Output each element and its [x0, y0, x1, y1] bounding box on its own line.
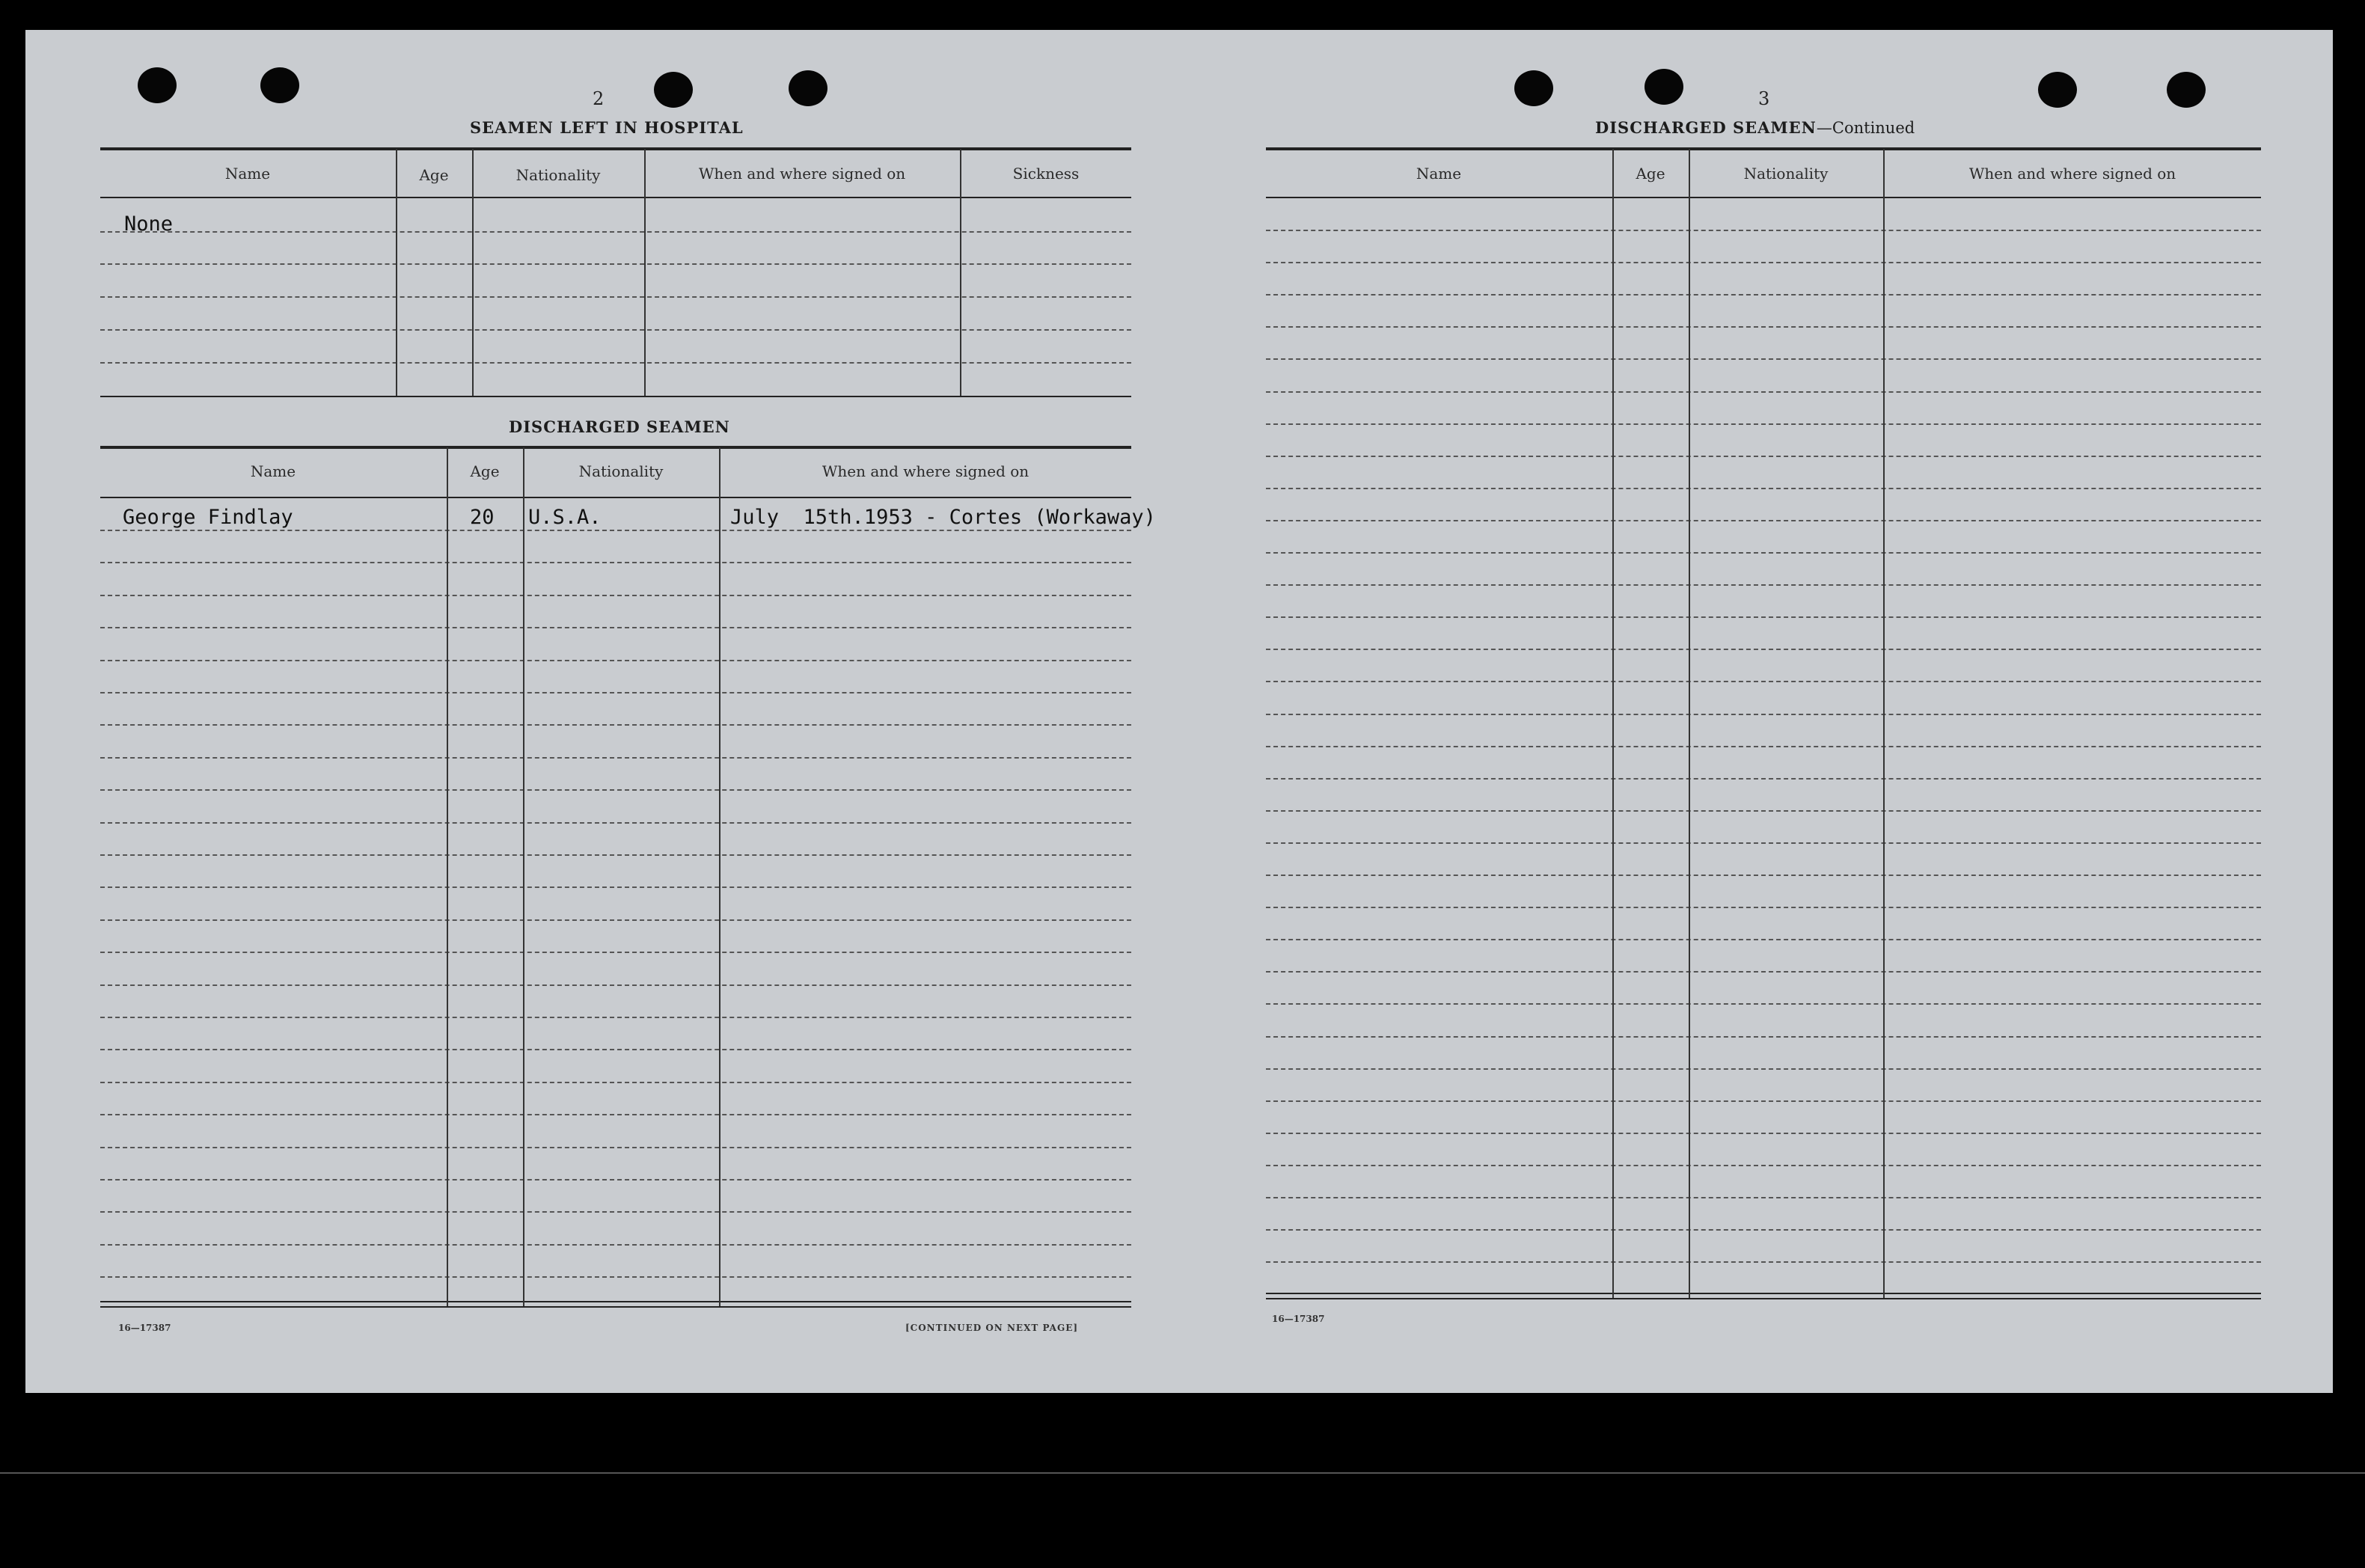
binder-hole [1514, 70, 1553, 106]
rule [100, 396, 1131, 397]
row-line [100, 296, 1131, 298]
row-line [1266, 778, 2261, 780]
row-line [100, 1049, 1131, 1050]
right-col-age: Age [1636, 165, 1665, 183]
row-line [1266, 1261, 2261, 1263]
binder-hole [654, 72, 693, 108]
hospital-col-age: Age [419, 166, 449, 184]
row-line [1266, 746, 2261, 747]
rule [100, 446, 1131, 449]
row-line [100, 329, 1131, 331]
discharged-col-signed-on: When and where signed on [822, 462, 1029, 480]
right-col-signed-on: When and where signed on [1968, 165, 2176, 183]
row-line [100, 952, 1131, 953]
binder-hole [1645, 69, 1683, 105]
column-divider [396, 149, 397, 396]
column-divider [523, 447, 524, 1306]
column-divider [447, 447, 448, 1306]
page-number-right: 3 [1758, 88, 1770, 109]
column-divider [1689, 149, 1690, 1298]
continued-note: [CONTINUED ON NEXT PAGE] [905, 1323, 1079, 1333]
row-line [1266, 552, 2261, 554]
rule [1266, 1298, 2261, 1299]
rule [100, 1306, 1131, 1308]
hospital-col-sickness: Sickness [1012, 165, 1080, 183]
row-line [100, 789, 1131, 791]
binder-hole [2038, 72, 2077, 108]
row-line [100, 263, 1131, 265]
rule [100, 197, 1131, 198]
row-line [1266, 1100, 2261, 1102]
column-divider [472, 149, 474, 396]
binder-hole [260, 67, 299, 103]
row-line [1266, 1003, 2261, 1005]
row-line [100, 1244, 1131, 1246]
row-line [100, 1179, 1131, 1180]
form-number-left: 16—17387 [118, 1323, 171, 1333]
row-line [100, 595, 1131, 596]
hospital-entry-name: None [124, 212, 174, 236]
row-line [1266, 230, 2261, 231]
row-line [1266, 488, 2261, 489]
discharged-entry-signed-on: July 15th.1953 - Cortes (Workaway) [730, 506, 1156, 529]
row-line [1266, 358, 2261, 360]
scanned-form [25, 30, 2333, 1393]
page-number-left: 2 [593, 88, 605, 109]
binder-hole [789, 70, 827, 106]
row-line [100, 562, 1131, 563]
row-line [100, 362, 1131, 364]
right-section-title-suffix: —Continued [1816, 119, 1915, 137]
right-section-title-main: DISCHARGED SEAMEN [1595, 118, 1817, 137]
discharged-col-nationality: Nationality [578, 462, 664, 480]
hospital-col-name: Name [224, 165, 271, 183]
discharged-section-title: DISCHARGED SEAMEN [509, 417, 730, 436]
right-col-nationality: Nationality [1743, 165, 1829, 183]
row-line [1266, 1197, 2261, 1198]
row-line [100, 1082, 1131, 1083]
column-divider [1883, 149, 1885, 1298]
row-line [1266, 584, 2261, 586]
hospital-col-nationality: Nationality [515, 166, 601, 184]
row-line [100, 984, 1131, 986]
row-line [100, 757, 1131, 759]
row-line [100, 530, 1131, 531]
row-line [1266, 456, 2261, 457]
row-line [100, 1017, 1131, 1018]
row-line [100, 231, 1131, 233]
hospital-col-signed-on: When and where signed on [698, 165, 906, 183]
row-line [100, 1114, 1131, 1115]
row-line [1266, 681, 2261, 682]
row-line [1266, 939, 2261, 940]
row-line [1266, 1165, 2261, 1166]
binder-hole [138, 67, 177, 103]
row-line [100, 822, 1131, 824]
row-line [1266, 1229, 2261, 1231]
rule [100, 1301, 1131, 1302]
row-line [100, 724, 1131, 726]
row-line [1266, 907, 2261, 908]
row-line [100, 1276, 1131, 1278]
row-line [100, 1211, 1131, 1213]
row-line [1266, 616, 2261, 618]
column-divider [719, 447, 720, 1306]
binder-hole [2167, 72, 2206, 108]
row-line [1266, 875, 2261, 876]
row-line [1266, 649, 2261, 650]
row-line [1266, 391, 2261, 393]
row-line [1266, 1133, 2261, 1134]
discharged-col-age: Age [470, 462, 500, 480]
row-line [1266, 1036, 2261, 1038]
row-line [1266, 810, 2261, 812]
row-line [1266, 971, 2261, 973]
scanner-edge-line [0, 1472, 2365, 1474]
row-line [1266, 326, 2261, 328]
rule [1266, 1293, 2261, 1294]
row-line [1266, 262, 2261, 263]
right-col-name: Name [1416, 165, 1462, 183]
row-line [100, 886, 1131, 888]
row-line [100, 660, 1131, 661]
row-line [100, 1147, 1131, 1148]
row-line [1266, 714, 2261, 715]
row-line [100, 919, 1131, 921]
row-line [100, 627, 1131, 628]
discharged-entry-name: George Findlay [123, 506, 293, 529]
hospital-section-title: SEAMEN LEFT IN HOSPITAL [470, 118, 744, 137]
row-line [100, 854, 1131, 856]
rule [1266, 197, 2261, 198]
rule [100, 497, 1131, 498]
discharged-entry-age: 20 [470, 506, 495, 529]
discharged-col-name: Name [250, 462, 296, 480]
row-line [1266, 1068, 2261, 1070]
row-line [1266, 294, 2261, 295]
column-divider [960, 149, 961, 396]
row-line [1266, 423, 2261, 425]
column-divider [1612, 149, 1614, 1298]
row-line [1266, 520, 2261, 521]
row-line [1266, 842, 2261, 844]
discharged-entry-nationality: U.S.A. [528, 506, 602, 529]
form-number-right: 16—17387 [1272, 1314, 1325, 1324]
rule [100, 147, 1131, 150]
rule [1266, 147, 2261, 150]
column-divider [644, 149, 646, 396]
right-section-title [1595, 118, 1915, 137]
row-line [100, 692, 1131, 693]
